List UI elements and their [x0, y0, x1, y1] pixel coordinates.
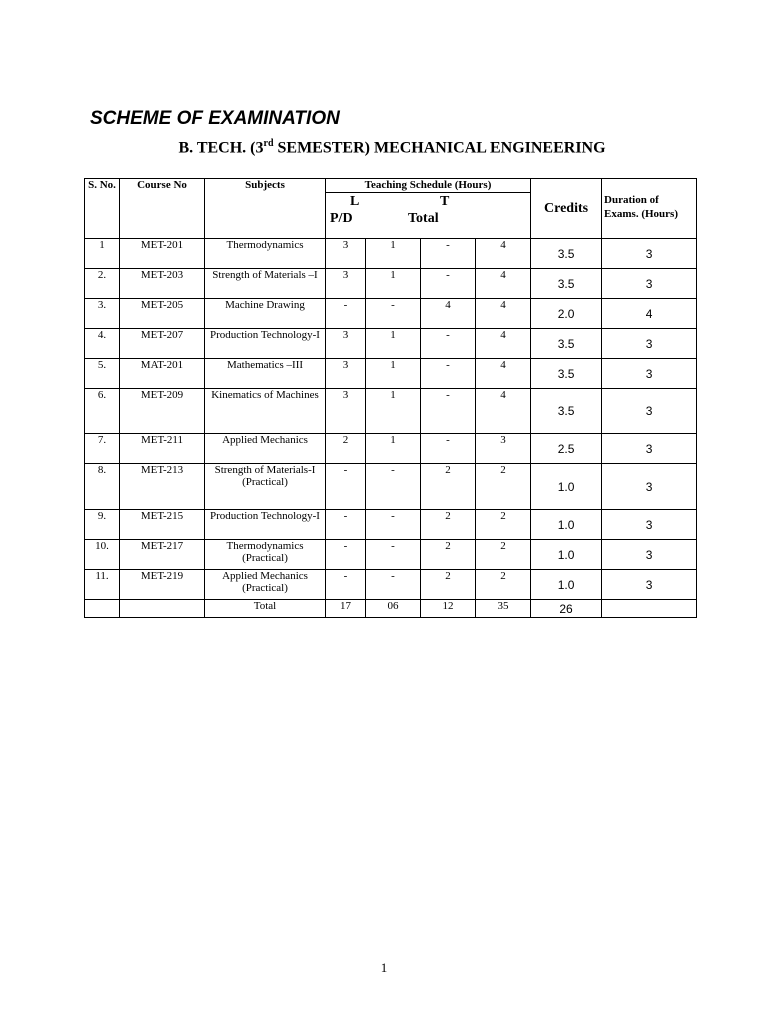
cell-t: 1 [366, 329, 421, 359]
cell-t: - [366, 570, 421, 600]
cell-l: - [326, 299, 366, 329]
cell-pd: - [421, 434, 476, 464]
cell-sno: 2. [85, 269, 120, 299]
table-row [85, 299, 697, 329]
cell-pd: 2 [421, 510, 476, 540]
cell-course: MET-215 [120, 510, 205, 540]
cell-duration: 4 [602, 299, 697, 329]
cell-l: 3 [326, 329, 366, 359]
cell-duration: 3 [602, 269, 697, 299]
page-number: 1 [380, 960, 388, 975]
cell-subject: Thermodynamics [205, 239, 326, 269]
header-teaching-schedule: Teaching Schedule (Hours) [326, 179, 531, 193]
cell-pd: - [421, 389, 476, 434]
cell-l: - [326, 464, 366, 510]
cell-t: 1 [366, 239, 421, 269]
cell-course: MET-201 [120, 239, 205, 269]
cell-sno: 5. [85, 359, 120, 389]
total-l: 17 [326, 600, 366, 618]
cell-duration: 3 [602, 510, 697, 540]
cell-subject: Production Technology-I [205, 329, 326, 359]
cell-course: MET-205 [120, 299, 205, 329]
table-body [85, 239, 697, 618]
cell-subject: Strength of Materials-I (Practical) [205, 464, 326, 510]
cell-subject: Strength of Materials –I [205, 269, 326, 299]
cell-t: 1 [366, 389, 421, 434]
cell-total: 4 [476, 389, 531, 434]
page-title: SCHEME OF EXAMINATION [90, 108, 340, 129]
cell-course: MET-207 [120, 329, 205, 359]
cell-total: 2 [476, 570, 531, 600]
total-t: 06 [366, 600, 421, 618]
cell-pd: - [421, 239, 476, 269]
cell-total: 2 [476, 540, 531, 570]
cell-total: 3 [476, 434, 531, 464]
cell-sno: 1 [85, 239, 120, 269]
cell-pd: 2 [421, 540, 476, 570]
cell-course: MET-219 [120, 570, 205, 600]
cell-sno: 8. [85, 464, 120, 510]
cell-l: 2 [326, 434, 366, 464]
cell-duration: 3 [602, 464, 697, 510]
table-row [85, 359, 697, 389]
table-row [85, 570, 697, 600]
cell-duration: 3 [602, 389, 697, 434]
cell-sno: 7. [85, 434, 120, 464]
total-credits: 26 [531, 600, 602, 618]
subtitle-suffix: SEMESTER) MECHANICAL ENGINEERING [273, 139, 606, 157]
cell-l: 3 [326, 359, 366, 389]
total-duration [602, 600, 697, 618]
subtitle-prefix: B. TECH. (3 [178, 139, 264, 157]
cell-l: - [326, 570, 366, 600]
cell-subject: Machine Drawing [205, 299, 326, 329]
cell-l: - [326, 540, 366, 570]
cell-total: 2 [476, 510, 531, 540]
cell-duration: 3 [602, 570, 697, 600]
cell-pd: - [421, 359, 476, 389]
cell-sno: 10. [85, 540, 120, 570]
cell-course: MET-203 [120, 269, 205, 299]
table-row [85, 239, 697, 269]
cell-subject: Applied Mechanics [205, 434, 326, 464]
cell-credits: 3.5 [531, 269, 602, 299]
cell-t: 1 [366, 434, 421, 464]
cell-sno: 9. [85, 510, 120, 540]
cell-credits: 3.5 [531, 359, 602, 389]
cell-credits: 3.5 [531, 239, 602, 269]
cell-subject: Production Technology-I [205, 510, 326, 540]
totals-row [85, 600, 697, 618]
cell-credits: 2.5 [531, 434, 602, 464]
cell-total: 4 [476, 269, 531, 299]
cell-subject: Thermodynamics (Practical) [205, 540, 326, 570]
cell-credits: 1.0 [531, 570, 602, 600]
header-l: L [350, 194, 360, 209]
header-total: Total [408, 211, 439, 226]
cell-duration: 3 [602, 434, 697, 464]
table-row [85, 540, 697, 570]
cell-t: - [366, 464, 421, 510]
cell-course: MET-209 [120, 389, 205, 434]
cell-duration: 3 [602, 239, 697, 269]
total-total: 35 [476, 600, 531, 618]
cell-t: - [366, 299, 421, 329]
total-cell-sno [85, 600, 120, 618]
header-course-no: Course No [120, 179, 205, 239]
cell-credits: 1.0 [531, 510, 602, 540]
table-row [85, 389, 697, 434]
cell-subject: Mathematics –III [205, 359, 326, 389]
cell-duration: 3 [602, 540, 697, 570]
header-lt-pd-total [326, 193, 531, 239]
cell-credits: 3.5 [531, 329, 602, 359]
cell-course: MAT-201 [120, 359, 205, 389]
cell-l: - [326, 510, 366, 540]
table-row [85, 269, 697, 299]
cell-pd: 2 [421, 464, 476, 510]
cell-credits: 3.5 [531, 389, 602, 434]
table-row [85, 329, 697, 359]
header-pd: P/D [330, 211, 353, 226]
total-cell-course [120, 600, 205, 618]
header-row-top [85, 179, 697, 193]
cell-course: MET-211 [120, 434, 205, 464]
header-subjects: Subjects [205, 179, 326, 239]
header-credits: Credits [531, 179, 602, 239]
cell-sno: 4. [85, 329, 120, 359]
page-subtitle [0, 138, 768, 157]
cell-total: 4 [476, 359, 531, 389]
cell-duration: 3 [602, 329, 697, 359]
cell-t: - [366, 510, 421, 540]
cell-pd: - [421, 329, 476, 359]
cell-subject: Kinematics of Machines [205, 389, 326, 434]
cell-total: 4 [476, 299, 531, 329]
table-row [85, 510, 697, 540]
cell-l: 3 [326, 239, 366, 269]
examination-scheme-table [84, 178, 697, 618]
cell-sno: 3. [85, 299, 120, 329]
table-row [85, 464, 697, 510]
cell-t: 1 [366, 359, 421, 389]
cell-course: MET-217 [120, 540, 205, 570]
subtitle-superscript: rd [263, 138, 274, 149]
cell-pd: 4 [421, 299, 476, 329]
table-row [85, 434, 697, 464]
cell-credits: 1.0 [531, 540, 602, 570]
header-duration: Duration of Exams. (Hours) [602, 179, 697, 239]
cell-credits: 1.0 [531, 464, 602, 510]
cell-pd: - [421, 269, 476, 299]
cell-l: 3 [326, 269, 366, 299]
cell-sno: 6. [85, 389, 120, 434]
cell-subject: Applied Mechanics (Practical) [205, 570, 326, 600]
cell-credits: 2.0 [531, 299, 602, 329]
total-label: Total [205, 600, 326, 618]
header-t: T [440, 194, 450, 209]
cell-t: 1 [366, 269, 421, 299]
header-sno: S. No. [85, 179, 120, 239]
cell-sno: 11. [85, 570, 120, 600]
cell-pd: 2 [421, 570, 476, 600]
cell-total: 4 [476, 329, 531, 359]
cell-total: 4 [476, 239, 531, 269]
cell-l: 3 [326, 389, 366, 434]
cell-duration: 3 [602, 359, 697, 389]
cell-t: - [366, 540, 421, 570]
total-pd: 12 [421, 600, 476, 618]
cell-total: 2 [476, 464, 531, 510]
cell-course: MET-213 [120, 464, 205, 510]
